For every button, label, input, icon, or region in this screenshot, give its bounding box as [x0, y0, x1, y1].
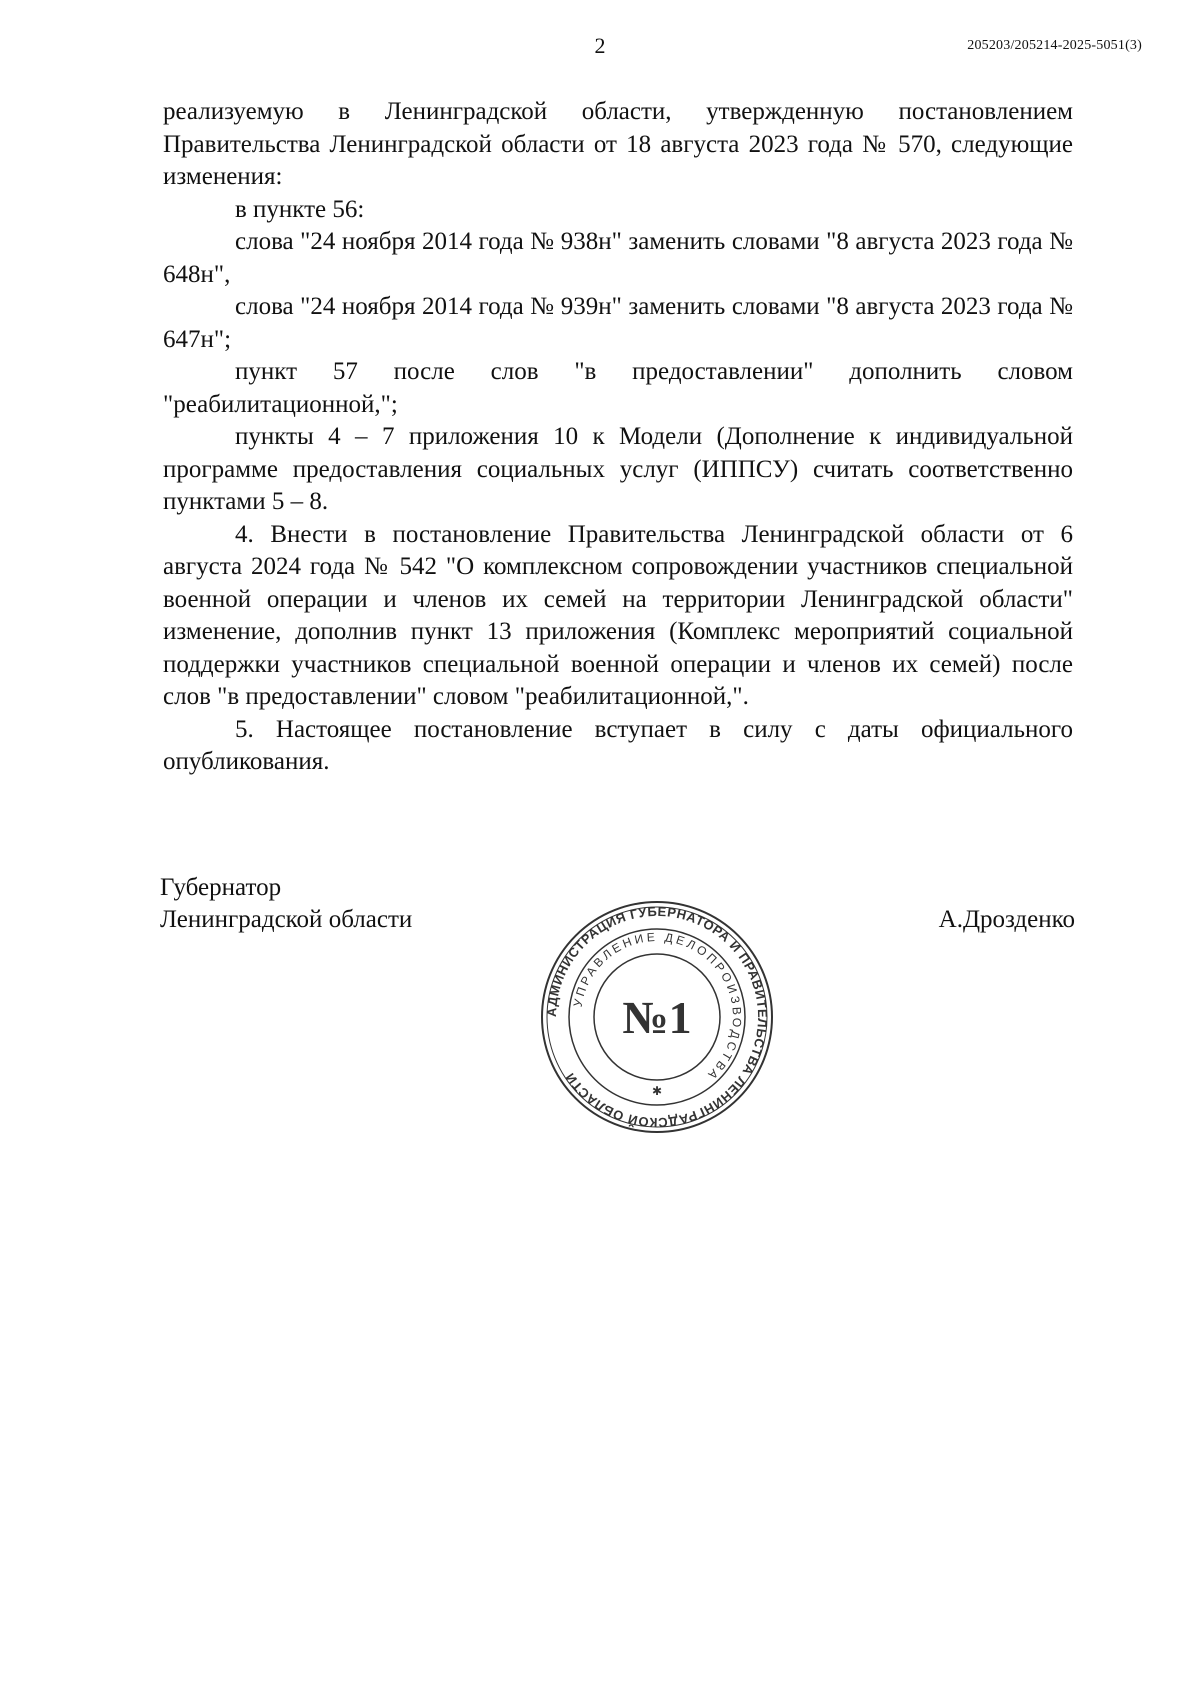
paragraph: 5. Настоящее постановление вступает в силу с даты официального опубликования.	[163, 715, 1073, 775]
document-body	[163, 96, 1073, 779]
seal-star-icon: ✱	[651, 1084, 663, 1098]
signature-title	[160, 872, 412, 936]
seal-outer-text: АДМИНИСТРАЦИЯ ГУБЕРНАТОРА И ПРАВИТЕЛЬСТВА ЛЕНИНГРАДСКОЙ ОБЛАСТИ	[543, 903, 771, 1131]
paragraph: реализуемую в Ленинградской области, утвержденную постановлением Правительства Ленинградской области от 18 августа 2023 года № 570, следующие изменения:	[163, 98, 1073, 190]
seal-graphic	[537, 897, 777, 1137]
paragraph: пункты 4 – 7 приложения 10 к Модели (Дополнение к индивидуальной программе предоставления социальных услуг (ИППСУ) считать соответственно пунктами 5 – 8.	[163, 423, 1073, 515]
signature-title-line: Ленинградской области	[160, 906, 413, 933]
document-code: 205203/205214-2025-5051(3)	[967, 38, 1142, 53]
page-number: 2	[594, 33, 606, 58]
seal-inner-text: УПРАВЛЕНИЕ ДЕЛОПРОИЗВОДСТВА	[570, 929, 745, 1084]
seal-center-number: №1	[622, 992, 692, 1043]
official-seal-stamp	[537, 897, 777, 1137]
paragraph: слова "24 ноября 2014 года № 938н" заменить словами "8 августа 2023 года № 648н",	[163, 228, 1073, 288]
paragraph: слова "24 ноября 2014 года № 939н" заменить словами "8 августа 2023 года № 647н";	[163, 293, 1073, 353]
paragraph: 4. Внести в постановление Правительства Ленинградской области от 6 августа 2024 года № 542 "О комплексном сопровождении участников специальной военной операции и членов их семей на территории Ленинградской области" изменение, дополнив пункт 13 приложения (Комплекс мероприятий социальной поддержки участников специальной военной операции и членов их семей) после слов "в предоставлении" словом "реабилитационной,".	[163, 520, 1073, 710]
paragraph: пункт 57 после слов "в предоставлении" дополнить словом "реабилитационной,";	[163, 358, 1073, 418]
signature-name: А.Дрозденко	[938, 906, 1075, 933]
paragraph: в пункте 56:	[235, 195, 365, 223]
signature-title-line: Губернатор	[160, 874, 282, 901]
